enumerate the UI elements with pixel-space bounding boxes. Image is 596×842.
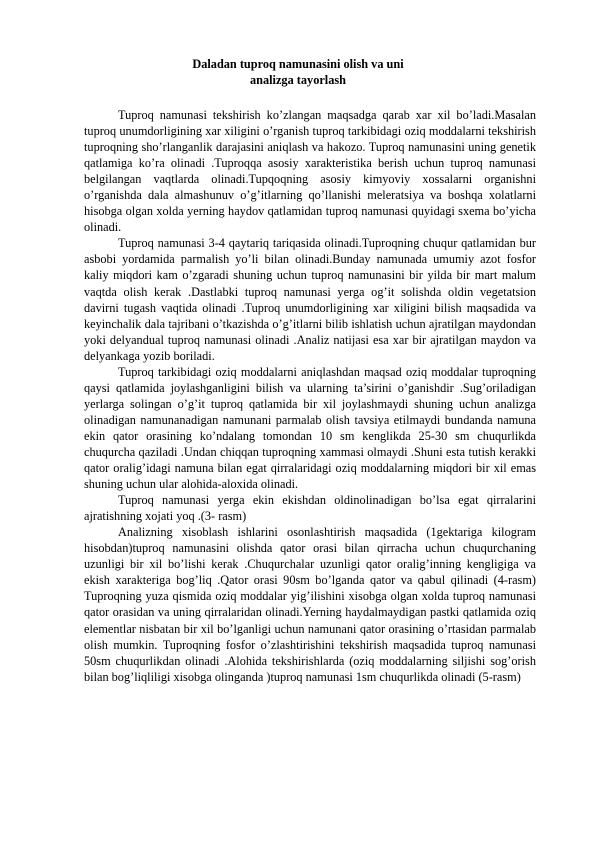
paragraph: Tuproq namunasi yerga ekin ekishdan oldinolinadigan bo’lsa egat qirralarini ajratishning xojati yoq .(3- rasm) [84,493,536,524]
document-body [84,107,536,685]
paragraph: Analizning xisoblash ishlarini osonlashtirish maqsadida (1gektariga kilogram hisobdan)tuproq namunasini olishda qator orasi bilan qirracha uchun chuqurchaning uzunligi bir xil bo’lishi kerak .Chuqurchalar uzunligi qator oralig’inning kengligiga va ekish xarakteriga bog’liq .Qator orasi 90sm bo’lganda qator va qabul qilinadi (4-rasm) Tuproqning yuza qismida oziq moddalar yig’ilishini xisobga olgan xolda tuproq namunasi qator orasidan va uning qirralaridan olinadi.Yerning haydalmaydigan pastki qatlamida oziq elementlar nisbatan bir xil bo’lganligi uchun namunani qator orasining o’rtasidan parmalab olish mumkin. Tuproqning fosfor o’zlashtirishini tekshirish maqsadida tuproq namunasi 50sm chuqurlikdan olinadi .Alohida tekshirishlarda (oziq moddalarning siljishi sog’orish bilan bog’liqliligi xisobga olinganda )tuproq namunasi 1sm chuqurlikda olinadi (5-rasm) [84,525,536,684]
document-title-line-2: analizga tayorlash [250,73,346,87]
paragraph: Tuproq tarkibidagi oziq moddalarni aniqlashdan maqsad oziq moddalar tuproqning qaysi qatlamida joylashganligini bilish va ularning ta’sirini o’ganishdir .Sug’oriladigan yerlarga solingan o’g’it tuproq qatlamida bir xil joylashmaydi shuning uchun analizga olinadigan namunanadigan namunani parmalab olish tavsiya etilmaydi bundanda namuna ekin qator orasining ko’ndalang tomondan 10 sm kenglikda 25-30 sm chuqurlikda chuqurcha qaziladi .Undan chiqqan tuproqning xammasi olmaydi .Shuni esta tutish kerakki qator oralig’idagi namuna bilan egat qirralaridagi oziq moddalarning miqdori bir xil emas shuning uchun ular alohida-aloxida olinadi. [84,364,536,492]
paragraph: Tuproq namunasi tekshirish ko’zlangan maqsadga qarab xar xil bo’ladi.Masalan tuproq unumdorligining xar xiligini o’rganish tuproq tarkibidagi oziq moddalarni tekshirish tuproqning sho’rlanganlik darajasini aniqlash va hakozo. Tuproq namunasini uning genetik qatlamiga ko’ra olinadi .Tuproqqa asosiy xarakteristika berish uchun tuproq namunasi belgilangan vaqtlarda olinadi.Tupqoqning asosiy kimyoviy xossalarni organishni o’rganishda dala almashunuv o’g’itlarning qo’llanishi meleratsiya va boshqa xolatlarni hisobga olgan xolda yerning haydov qatlamidan tuproq namunasi quyidagi sxema bo’yicha olinadi. [84,108,536,235]
paragraph: Tuproq namunasi 3-4 qaytariq tariqasida olinadi.Tuproqning chuqur qatlamidan bur asbobi yordamida parmalish yo’li bilan olinadi.Bunday namunada umumiy azot fosfor kaliy miqdori kam o’zgaradi shuning uchun tuproq namunasini bir yilda bir mart malum vaqtda olish kerak .Dastlabki tuproq namunasi yerga og’it solishda oldin vegetatsion davirni tugash vaqtida olinadi .Tuproq unumdorligining xar xiligini bilish maqsadida va keyinchalik dala tajribani o’tkazishda o’g’itlarni bilib ishlatish uchun ajratilgan maydondan yoki delyandual tuproq namunasi olinadi .Analiz natijasi esa xar bir ajratilgan maydon va delyankaga yozib boriladi. [84,236,536,363]
document-title-line-1: Daladan tuproq namunasini olish va uni [192,57,404,71]
